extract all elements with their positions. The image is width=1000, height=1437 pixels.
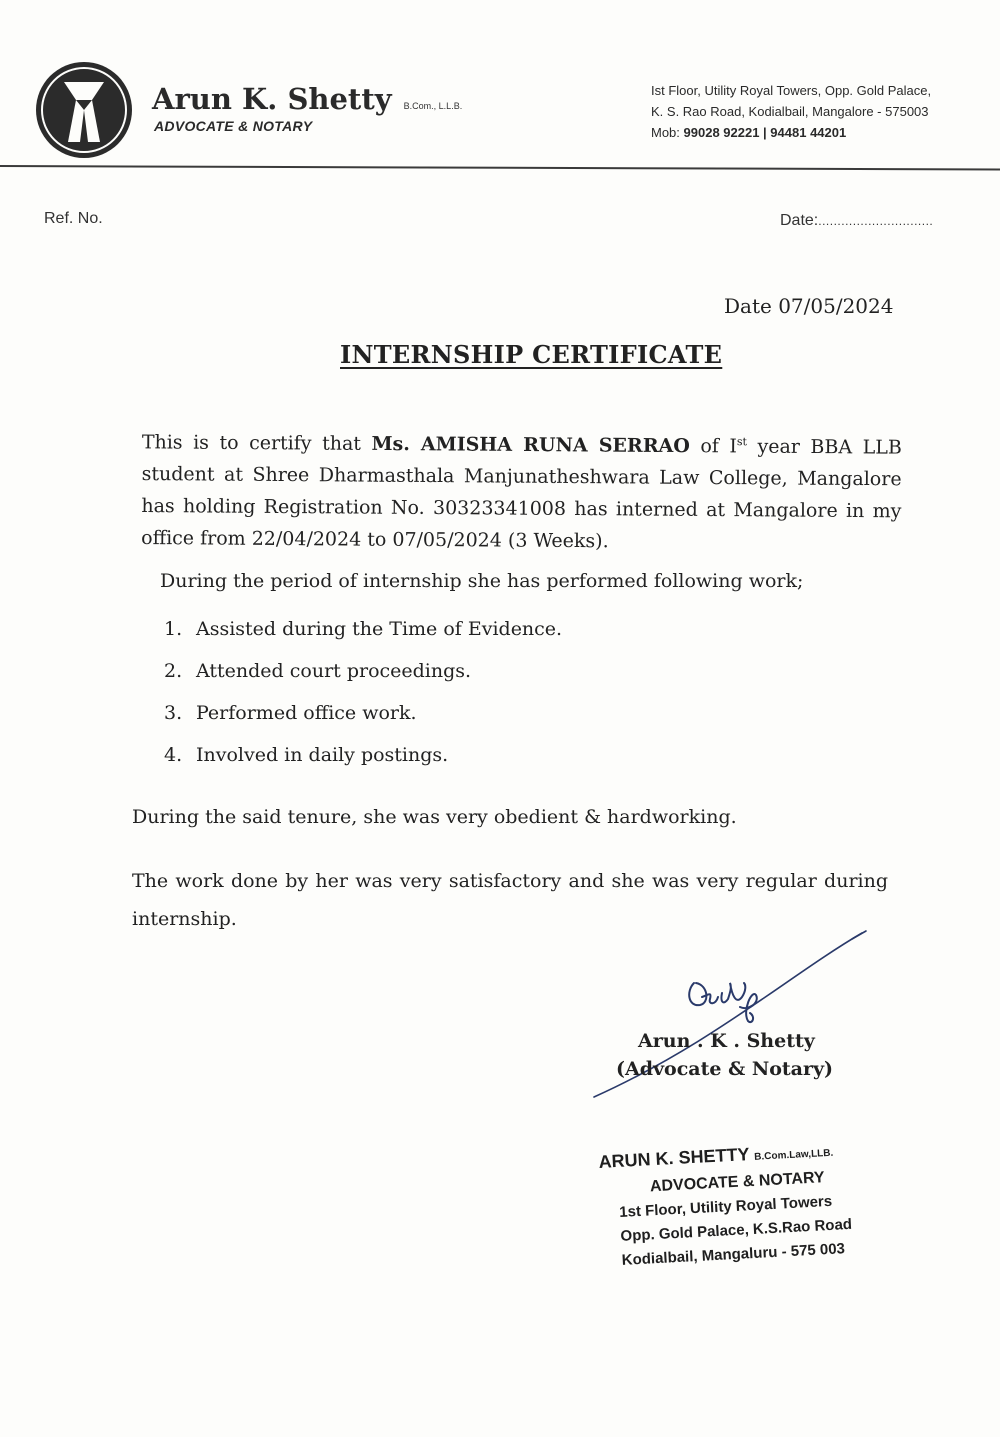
list-item-text: Assisted during the Time of Evidence. bbox=[196, 618, 563, 640]
address-line-2: K. S. Rao Road, Kodialbail, Mangalore - 575003 bbox=[651, 104, 929, 119]
mobile-line bbox=[651, 122, 991, 143]
stamp-address-2: Opp. Gold Palace, K.S.Rao Road bbox=[620, 1215, 853, 1245]
mobile-numbers: 99028 92221 | 94481 44201 bbox=[683, 125, 847, 140]
list-item-number: 1. bbox=[164, 618, 183, 640]
mobile-label: Mob: bbox=[651, 125, 680, 140]
list-item bbox=[164, 702, 562, 744]
certification-paragraph bbox=[141, 422, 902, 560]
list-item-number: 4. bbox=[164, 744, 183, 766]
list-item-number: 3. bbox=[164, 702, 183, 724]
firm-role: ADVOCATE & NOTARY bbox=[154, 118, 313, 134]
date-field-label bbox=[780, 212, 933, 230]
stamp-name: ARUN K. SHETTY bbox=[598, 1144, 750, 1172]
date-dots: .............................. bbox=[818, 214, 934, 228]
signatory-name: Arun . K . Shetty bbox=[638, 1030, 815, 1052]
firm-name bbox=[152, 82, 462, 116]
list-item bbox=[164, 618, 562, 660]
letterhead-address bbox=[651, 80, 991, 143]
signatory-role: (Advocate & Notary) bbox=[616, 1058, 834, 1080]
para1-lead: This is to certify that bbox=[141, 431, 372, 455]
stamp-qualifications: B.Com.Law,LLB. bbox=[754, 1147, 834, 1163]
ref-no-label: Ref. No. bbox=[44, 210, 103, 227]
list-item-text: Attended court proceedings. bbox=[196, 660, 472, 682]
firm-name-text: Arun K. Shetty bbox=[152, 82, 392, 116]
para1-mid: of I bbox=[689, 435, 737, 458]
conduct-paragraph: During the said tenure, she was very obedient & hardworking. bbox=[132, 806, 737, 828]
assessment-paragraph: The work done by her was very satisfactory and she was very regular during internship. bbox=[132, 870, 888, 930]
advocate-band-logo-icon bbox=[34, 60, 134, 160]
work-list bbox=[164, 618, 562, 786]
stamp-address-1: 1st Floor, Utility Royal Towers bbox=[618, 1192, 833, 1221]
address-line-1: Ist Floor, Utility Royal Towers, Opp. Gold Palace, bbox=[651, 83, 932, 98]
letter-date: Date 07/05/2024 bbox=[724, 294, 894, 318]
list-item bbox=[164, 744, 562, 786]
header-divider bbox=[0, 165, 1000, 170]
page-title: INTERNSHIP CERTIFICATE bbox=[340, 340, 723, 369]
list-item-text: Performed office work. bbox=[196, 702, 417, 724]
para1-rest: year BBA LLB student at Shree Dharmasthala Manjunatheshwara Law College, Mangalore has holding Registration No. 30323341008 has interned at Mangalore in my office from 22/04/2024 to 07/05/2024 (3 Weeks). bbox=[141, 435, 902, 553]
ordinal-suffix: st bbox=[736, 435, 748, 449]
firm-qualifications: B.Com., L.L.B. bbox=[403, 101, 463, 111]
stamp-role: ADVOCATE & NOTARY bbox=[649, 1169, 826, 1196]
student-name: Ms. AMISHA RUNA SERRAO bbox=[371, 432, 690, 458]
date-label-text: Date: bbox=[780, 212, 819, 229]
list-item bbox=[164, 660, 562, 702]
advocate-stamp bbox=[598, 1134, 904, 1274]
stamp-address-3: Kodialbail, Mangaluru - 575 003 bbox=[621, 1240, 846, 1269]
list-item-number: 2. bbox=[164, 660, 183, 682]
work-intro: During the period of internship she has performed following work; bbox=[160, 570, 804, 592]
list-item-text: Involved in daily postings. bbox=[196, 744, 449, 766]
